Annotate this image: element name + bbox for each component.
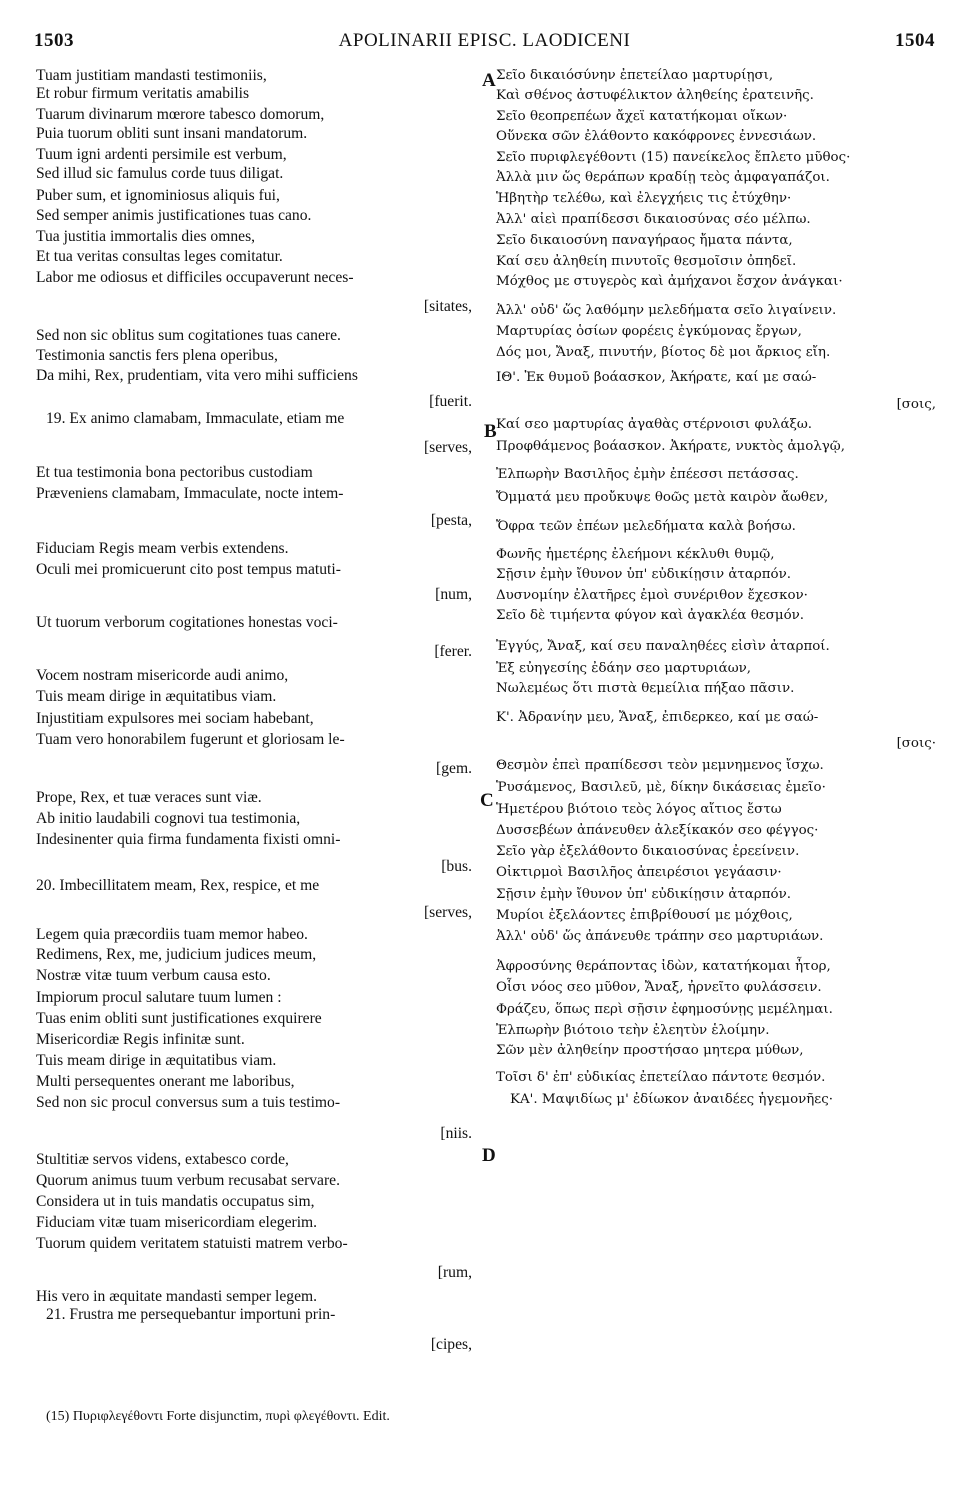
latin-verse-continuation: [sitates, (423, 298, 472, 315)
latin-verse-line: Oculi mei promicuerunt cito post tempus matuti- (36, 561, 341, 578)
latin-verse-line: Sed semper animis justificationes tuas cano. (36, 207, 312, 224)
latin-verse-continuation: [rum, (437, 1264, 472, 1281)
latin-verse-continuation: [pesta, (430, 512, 472, 529)
page-number-left: 1503 (34, 30, 74, 51)
latin-verse-continuation: [serves, (423, 439, 472, 456)
greek-verse-line: Σῶν μὲν ἀληθείην προστήσαο μητερα μύθων, (496, 1043, 804, 1058)
greek-verse-line: Μυρίοι ἐξελάοντες ἐπιβρίθουσί με μόχθοις, (496, 908, 793, 923)
latin-verse-line: Fiduciam Regis meam verbis extendens. (36, 540, 289, 557)
greek-verse-line: Ἡμετέρου βιότοιο τεὸς λόγος αἴτιος ἔστω (496, 802, 782, 817)
latin-verse-continuation: [ferer. (434, 643, 472, 660)
greek-verse-line: Σεῖο πυριφλεγέθοντι (15) πανείκελος ἔπλετο μῦθος· (496, 150, 851, 165)
latin-verse-line: Tua justitia immortalis dies omnes, (36, 228, 256, 245)
latin-verse-line: Quorum animus tuum verbum recusabat servare. (36, 1172, 340, 1189)
latin-verse-line: Tuam justitiam mandasti testimoniis, (36, 67, 267, 84)
greek-verse-line: Καὶ σθένος ἀστυφέλικτον ἀληθείης ἐρατεινῆς. (496, 88, 814, 103)
latin-verse-line: Puia tuorum obliti sunt insani mandatorum. (36, 125, 308, 142)
latin-verse-line: Indesinenter quia firma fundamenta fixisti omni- (36, 831, 341, 848)
latin-verse-line: Tuarum divinarum mœrore tabesco domorum, (36, 106, 325, 123)
latin-verse-line: Labor me odiosus et difficiles occupaverunt neces- (36, 269, 354, 286)
latin-verse-line: Et robur firmum veritatis amabilis (36, 85, 250, 102)
margin-letter-d: D (482, 1145, 496, 1166)
latin-verse-line: Redimens, Rex, me, judicium judices meum, (36, 946, 317, 963)
greek-verse-line: Σεῖο θεοπρεπέων ἄχεϊ κατατήκομαι οἴκων· (496, 109, 788, 124)
latin-verse-line: Tuis meam dirige in æquitatibus viam. (36, 1052, 277, 1069)
latin-verse-line: Præveniens clamabam, Immaculate, nocte intem- (36, 485, 344, 502)
greek-verse-line: Σῇσιν ἐμὴν ἴθυνον ὑπ' εὐδικίῃσιν ἀταρπόν. (496, 567, 791, 582)
latin-verse-line: Multi persequentes onerant me laboribus, (36, 1073, 295, 1090)
greek-verse-line: Σῇσιν ἐμὴν ἴθυνον ὑπ' εὐδικίῃσιν ἀταρπόν. (496, 887, 791, 902)
latin-verse-line: Nostræ vitæ tuum verbum causa esto. (36, 967, 271, 984)
greek-verse-line: Οὕνεκα σῶν ἐλάθοντο κακόφρονες ἐννεσιάων. (496, 129, 817, 144)
greek-verse-line: Ἀφροσύνης θεράποντας ἰδὼν, κατατήκομαι ἦτορ, (496, 959, 831, 974)
greek-verse-line: Τοῖσι δ' ἐπ' εὐδικίας ἐπετείλαο πάντοτε θεσμόν. (496, 1070, 826, 1085)
greek-verse-line: Θεσμὸν ἐπεὶ πραπίδεσσι τεὸν μεμνημενος ἴσχω. (496, 758, 824, 773)
greek-verse-line: Σεῖο δικαιόσύνην ἐπετείλαο μαρτυρίῃσι, (496, 68, 774, 83)
latin-verse-line: Prope, Rex, et tuæ veraces sunt viæ. (36, 789, 262, 806)
latin-verse-line: 20. Imbecillitatem meam, Rex, respice, et me (36, 877, 320, 894)
running-title: APOLINARII EPISC. LAODICENI (338, 30, 631, 51)
latin-verse-line: Ut tuorum verborum cogitationes honestas voci- (36, 614, 338, 631)
latin-verse-line: 19. Ex animo clamabam, Immaculate, etiam me (46, 410, 345, 427)
greek-verse-line: Σεῖο δὲ τιμήεντα φύγον καὶ ἀγακλέα θεσμόν. (496, 608, 805, 623)
greek-verse-line: Δυσσεβέων ἀπάνευθεν ἀλεξίκακόν σεο φέγγος· (496, 823, 819, 838)
greek-verse-line: Ῥυσάμενος, Βασιλεῦ, μὲ, δίκην δικάσειας ἐμεῖο· (496, 780, 826, 795)
latin-verse-line: Et tua veritas consultas leges comitatur. (36, 248, 283, 265)
latin-verse-line: Testimonia sanctis fers plena operibus, (36, 347, 278, 364)
latin-verse-line: Tuis meam dirige in æquitatibus viam. (36, 688, 277, 705)
page-number-right: 1504 (895, 30, 935, 51)
latin-verse-line: Vocem nostram misericorde audi animo, (36, 667, 289, 684)
greek-verse-line: Ἐλπωρὴν Βασιλῆος ἐμὴν ἐπέεσσι πετάσσας. (496, 467, 799, 482)
margin-letter-a: A (482, 70, 496, 91)
greek-verse-line: Σεῖο γὰρ ἐξελάθοντο δικαιοσύνας ἐρεείνειν. (496, 844, 800, 859)
latin-verse-continuation: [bus. (441, 858, 472, 875)
greek-verse-line: ΚΑ'. Μαψιδίως μ' ἐδίωκον ἀναιδέες ἡγεμονῆες· (510, 1092, 833, 1107)
greek-verse-line: Σεῖο δικαιοσύνη παναγήραος ἤματα πάντα, (496, 233, 793, 248)
latin-verse-line: Et tua testimonia bona pectoribus custodiam (36, 464, 313, 481)
greek-verse-line: Δός μοι, Ἄναξ, πινυτήν, βίοτος δὲ μοι ἄρκιος εἴη. (496, 345, 831, 360)
greek-verse-line: Ἀλλ' αἰεὶ πραπίδεσσι δικαιοσύνας σέο μέλπω. (496, 212, 811, 227)
latin-verse-line: 21. Frustra me persequebantur importuni prin- (46, 1306, 336, 1323)
greek-verse-line: Ἀλλὰ μιν ὥς θεράπων κραδίῃ τεὸς ἀμφαγαπάζοι. (496, 170, 830, 185)
margin-letter-b: B (484, 421, 497, 442)
greek-verse-continuation: [σοις, (896, 397, 936, 412)
greek-verse-line: Ἀλλ' οὐδ' ὥς λαθόμην μελεδήματα σεῖο λιγαίνειν. (496, 303, 837, 318)
latin-verse-line: Tuam vero honorabilem fugerunt et gloriosam le- (36, 731, 345, 748)
latin-verse-line: Considera ut in tuis mandatis occupatus sim, (36, 1193, 315, 1210)
greek-verse-line: Καί σευ ἀληθείη πινυτοῖς θεσμοῖσιν ὀπηδεῖ. (496, 254, 797, 269)
latin-verse-line: Legem quia præcordiis tuam memor habeo. (36, 926, 308, 943)
latin-verse-line: Impiorum procul salutare tuum lumen : (36, 989, 282, 1006)
latin-verse-line: Sed non sic procul conversus sum a tuis testimo- (36, 1094, 341, 1111)
greek-verse-line: Ἐγγύς, Ἄναξ, καί σευ παναληθέες εἰσὶν ἀταρποί. (496, 639, 830, 654)
latin-verse-line: Tuum igni ardenti persimile est verbum, (36, 146, 287, 163)
latin-verse-line: Tuas enim obliti sunt justificationes exquirere (36, 1010, 322, 1027)
greek-verse-line: Προφθάμενος βοάασκον. Ἀκήρατε, νυκτὸς ἀμολγῷ, (496, 439, 845, 454)
greek-verse-line: Φωνῆς ἡμετέρης ἐλεήμονι κέκλυθι θυμῷ, (496, 547, 775, 562)
latin-verse-line: Misericordiæ Regis infinitæ sunt. (36, 1031, 245, 1048)
greek-verse-line: Νωλεμέως ὅτι πιστὰ θεμείλια πήξαο πᾶσιν. (496, 681, 795, 696)
latin-verse-line: Injustitiam expulsores mei sociam habebant, (36, 710, 314, 727)
latin-verse-line: Stultitiæ servos videns, extabesco corde, (36, 1151, 289, 1168)
latin-verse-continuation: [serves, (423, 904, 472, 921)
latin-verse-continuation: [cipes, (430, 1336, 472, 1353)
greek-verse-line: Μόχθος με στυγερὸς καὶ ἀμήχανοι ἔσχον ἀνάγκαι· (496, 274, 843, 289)
margin-letter-c: C (480, 790, 494, 811)
latin-verse-continuation: [num, (435, 586, 472, 603)
latin-verse-line: Da mihi, Rex, prudentiam, vita vero mihi sufficiens (36, 367, 358, 384)
greek-verse-line: Κ'. Ἀδρανίην μευ, Ἄναξ, ἐπιδερκεο, καί με σαώ- (496, 710, 819, 725)
latin-verse-line: His vero in æquitate mandasti semper legem. (36, 1288, 318, 1305)
latin-verse-continuation: [gem. (436, 760, 472, 777)
greek-verse-line: Οἷσι νόος σεο μῦθον, Ἄναξ, ἠρνεῖτο φυλάσσειν. (496, 980, 822, 995)
greek-verse-line: Ἀλλ' οὐδ' ὥς ἀπάνευθε τράπην σεο μαρτυριάων. (496, 929, 824, 944)
latin-verse-line: Sed illud sic famulus corde tuus diligat. (36, 165, 284, 182)
greek-verse-continuation: [σοις· (896, 736, 936, 751)
greek-verse-line: Μαρτυρίας ὁσίων φορέεις ἐγκύμονας ἔργων, (496, 324, 802, 339)
footnote: (15) Πυριφλεγέθοντι Forte disjunctim, πυρὶ φλεγέθοντι. Edit. (46, 1409, 390, 1424)
latin-verse-continuation: [niis. (440, 1125, 472, 1142)
greek-verse-line: Ἡβητὴρ τελέθω, καὶ ἐλεγχήεις τις ἐτύχθην· (496, 191, 792, 206)
latin-verse-line: Sed non sic oblitus sum cogitationes tuas canere. (36, 327, 341, 344)
greek-verse-line: Δυσνομίην ἐλατῆρες ἐμοὶ συνέριθον ἔχεσκον· (496, 588, 808, 603)
greek-verse-line: Ἐξ εὐηγεσίης ἐδάην σεο μαρτυριάων, (496, 661, 752, 676)
latin-verse-line: Puber sum, et ignominiosus aliquis fui, (36, 187, 280, 204)
greek-verse-line: ΙΘ'. Ἐκ θυμοῦ βοάασκον, Ἀκήρατε, καί με σαώ- (496, 370, 817, 385)
latin-verse-continuation: [fuerit. (429, 393, 472, 410)
greek-verse-line: Οἰκτιρμοὶ Βασιλῆος ἀπειρέσιοι γεγάασιν· (496, 865, 782, 880)
greek-verse-line: Ὄμματά μευ προὔκυψε θοῶς μετὰ καιρὸν ἄωθεν, (496, 490, 829, 505)
greek-verse-line: Ἐλπωρὴν βιότοιο τεὴν ἐλεητὺν ἑλοίμην. (496, 1023, 770, 1038)
latin-verse-line: Fiduciam vitæ tuam misericordiam elegerim. (36, 1214, 318, 1231)
greek-verse-line: Καί σεο μαρτυρίας ἀγαθὰς στέρνοισι φυλάξω. (496, 417, 813, 432)
latin-verse-line: Tuorum quidem veritatem statuisti matrem verbo- (36, 1235, 348, 1252)
greek-verse-line: Ὄφρα τεῶν ἐπέων μελεδήματα καλὰ βοήσω. (496, 519, 796, 534)
latin-verse-line: Ab initio laudabili cognovi tua testimonia, (36, 810, 301, 827)
greek-verse-line: Φράζευ, ὅπως περὶ σῇσιν ἐφημοσύνῃς μεμέλημαι. (496, 1002, 833, 1017)
